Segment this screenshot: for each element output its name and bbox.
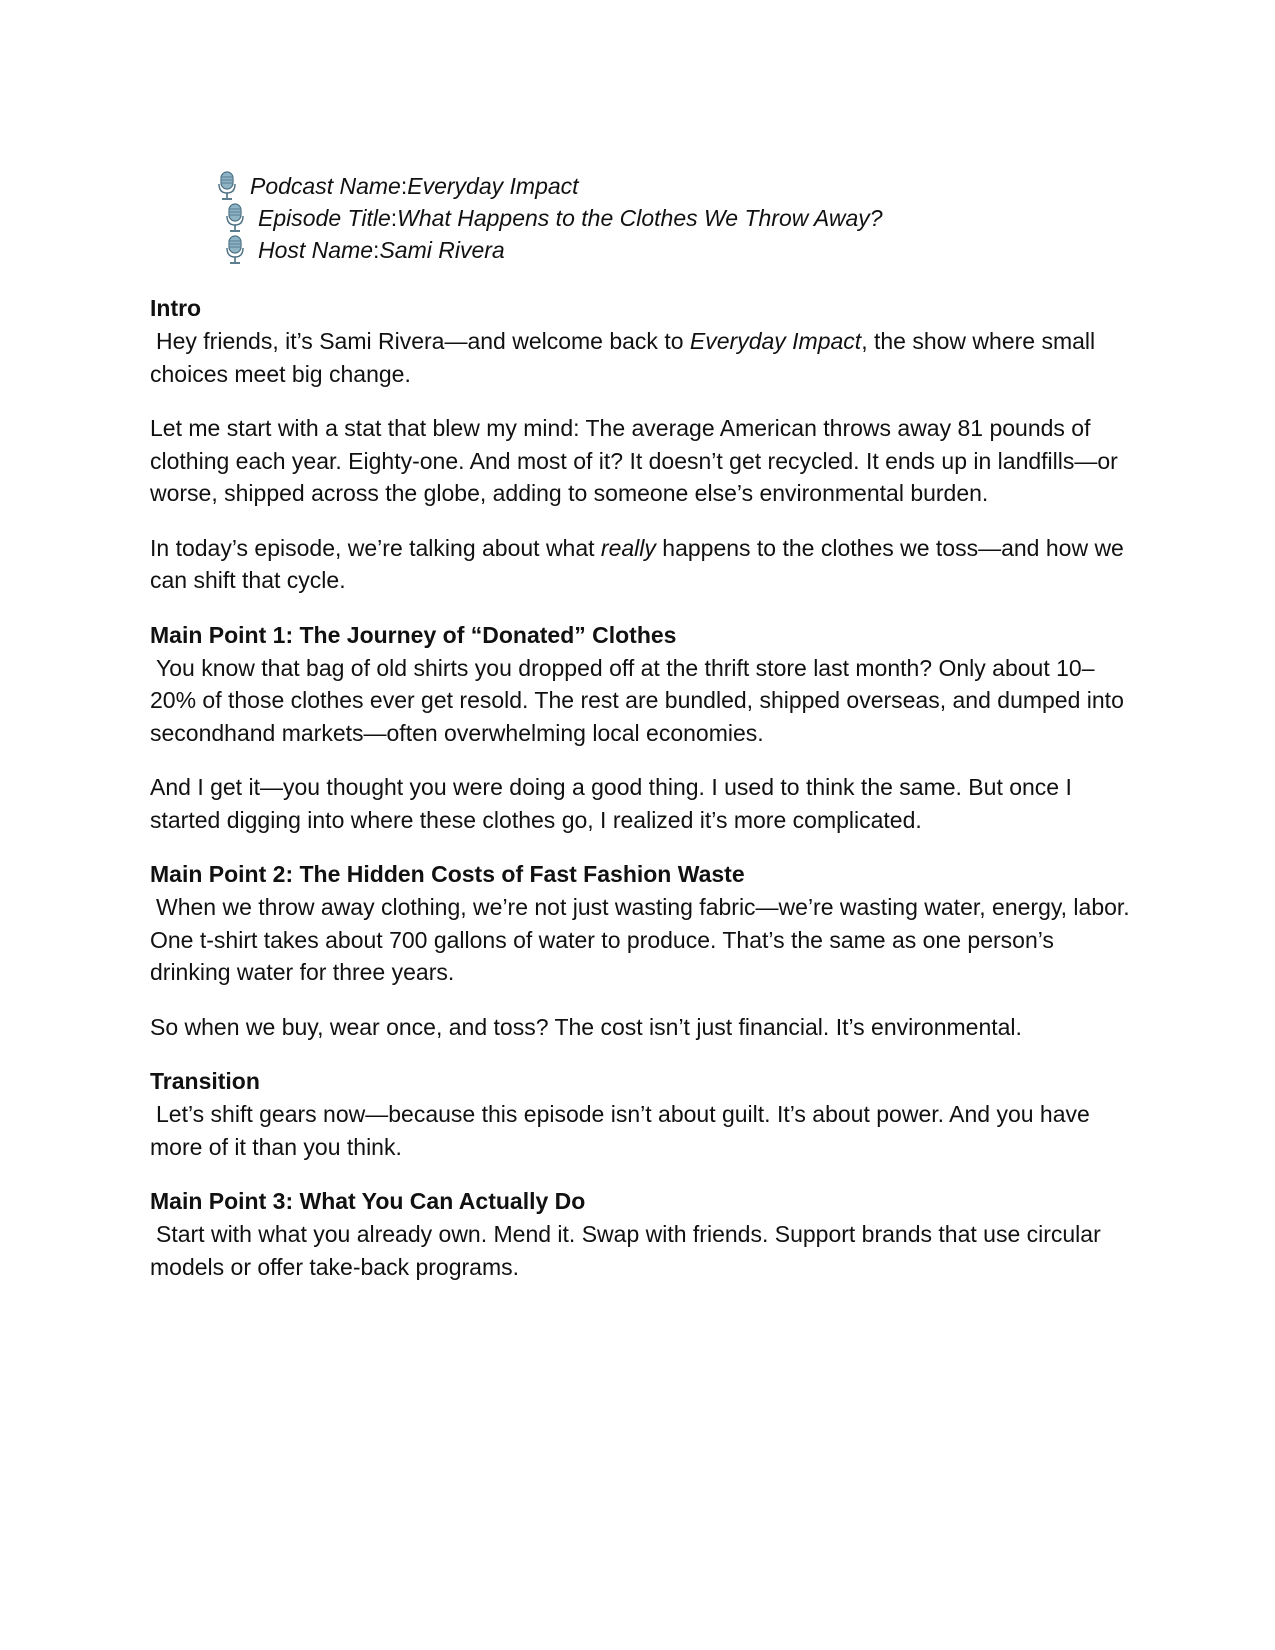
main-point-2-heading: Main Point 2: The Hidden Costs of Fast Fashion Waste [150,861,745,887]
transition-heading: Transition [150,1068,260,1094]
main-point-2-paragraph-2: So when we buy, wear once, and toss? The cost isn’t just financial. It’s environmental. [150,1013,1022,1040]
episode-meta-list [150,170,1135,266]
meta-podcast-name [216,170,1135,202]
intro-p3-text-b: happens to the clothes we toss—and how we can shift that cycle. [150,534,1124,593]
meta-separator: : [390,205,398,231]
main-point-3-section [150,1185,1135,1283]
intro-p3-text-a: In today’s episode, we’re talking about what [150,534,601,561]
intro-p1-text-b: , the show where small choices meet big change. [150,328,1096,387]
intro-heading: Intro [150,295,202,321]
meta-key: Podcast Name [250,173,401,199]
intro-paragraph-2: Let me start with a stat that blew my mind: The average American throws away 81 pounds of clothing each year. Eighty-one. And most of it? It doesn’t get recycled. It ends up in landfills—or worse, shipped across the globe, adding to someone else’s environmental burden. [150,415,1118,506]
main-point-2-section [150,858,1135,1043]
meta-key: Episode Title [258,205,391,231]
main-point-3-paragraph: Start with what you already own. Mend it. Swap with friends. Support brands that use circular models or offer take-back programs. [150,1221,1101,1280]
main-point-3-heading: Main Point 3: What You Can Actually Do [150,1188,586,1214]
intro-section [150,292,1135,597]
microphone-icon [224,203,246,233]
main-point-1-heading: Main Point 1: The Journey of “Donated” Clothes [150,621,677,648]
document-page [150,170,1135,1305]
intro-p1-show-name: Everyday Impact [689,328,862,354]
intro-paragraph-3 [150,532,1135,597]
transition-paragraph: Let’s shift gears now—because this episode isn’t about guilt. It’s about power. And you have more of it than you think. [150,1101,1090,1160]
main-point-1-paragraph-2: And I get it—you thought you were doing a good thing. I used to think the same. But once I started digging into where these clothes go, I realized it’s more complicated. [150,774,1072,833]
meta-episode-title [224,202,1135,234]
meta-value: Sami Rivera [379,237,505,263]
main-point-1-paragraph-1: You know that bag of old shirts you dropped off at the thrift store last month? Only about 10–20% of those clothes ever get resold. The rest are bundled, shipped overseas, and dumped into secondhand markets—often overwhelming local economies. [150,654,1124,746]
main-point-1-section [150,619,1135,837]
intro-p3-emphasis: really [600,534,656,561]
intro-paragraph-1 [150,325,1135,390]
meta-key: Host Name [258,237,374,263]
meta-value: What Happens to the Clothes We Throw Away? [397,205,883,231]
microphone-icon [216,171,238,201]
meta-separator: : [400,173,408,199]
meta-host-name [224,234,1135,266]
main-point-2-paragraph-1: When we throw away clothing, we’re not just wasting fabric—we’re wasting water, energy, labor. One t-shirt takes about 700 gallons of water to produce. That’s the same as one person’s drinking water for three years. [150,894,1130,985]
intro-p1-text-a: Hey friends, it’s Sami Rivera—and welcome back to [156,328,690,354]
transition-section [150,1065,1135,1163]
meta-separator: : [373,237,380,263]
microphone-icon [224,235,246,265]
meta-value: Everyday Impact [407,173,579,199]
